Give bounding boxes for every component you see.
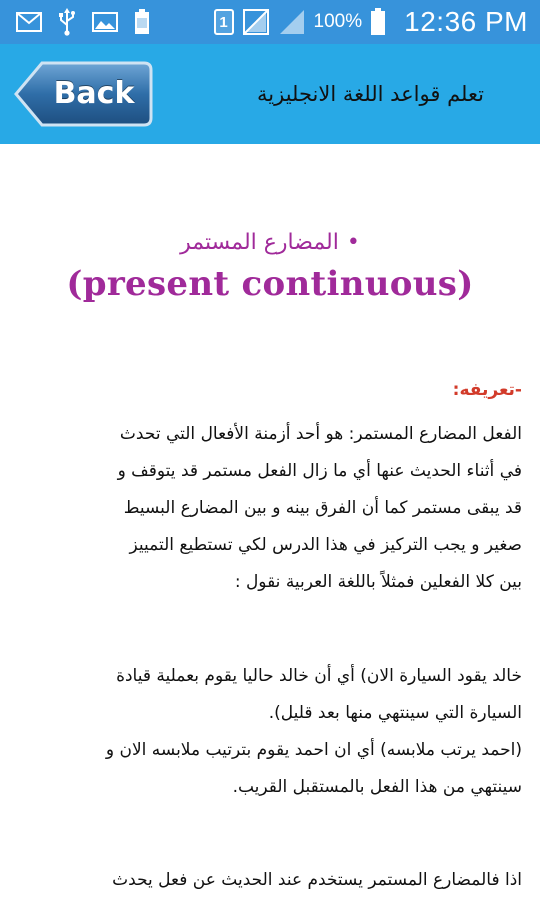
paragraph-line: قد يبقى مستمر كما أن الفرق بينه و بين المضارع البسيط xyxy=(123,498,522,518)
image-icon xyxy=(92,12,118,32)
back-button[interactable] xyxy=(12,60,154,130)
mail-icon xyxy=(16,12,42,32)
lesson-heading-english: (present continuous) xyxy=(66,264,474,304)
app-header xyxy=(0,44,540,144)
sim-icon: 1 xyxy=(214,9,234,35)
signal-icon xyxy=(278,8,306,36)
page-title: تعلم قواعد اللغة الانجليزية xyxy=(257,82,484,106)
definition-paragraph xyxy=(14,416,522,601)
status-right xyxy=(214,0,528,44)
paragraph-line: خالد يقود السيارة الان) أي أن خالد حاليا يقوم بعملية قيادة xyxy=(116,666,522,686)
paragraph-line: في أثناء الحديث عنها أي ما زال الفعل مستمر قد يتوقف و xyxy=(117,461,522,481)
back-button-label: Back xyxy=(53,75,135,111)
example-paragraph xyxy=(14,658,522,806)
notification-icons xyxy=(16,8,150,36)
paragraph-line: بين كلا الفعلين فمثلاً باللغة العربية نقول : xyxy=(234,572,522,592)
usage-paragraph xyxy=(14,862,522,899)
status-bar xyxy=(0,0,540,44)
paragraph-line: صغير و يجب التركيز في هذا الدرس لكي تستطيع التمييز xyxy=(129,535,522,555)
definition-label: -تعريفه: xyxy=(452,380,522,400)
battery-small-icon xyxy=(134,9,150,35)
clock: 12:36 PM xyxy=(404,6,528,37)
usb-icon xyxy=(58,8,76,36)
paragraph-line: سينتهي من هذا الفعل بالمستقبل القريب. xyxy=(232,777,522,797)
paragraph-line: اذا فالمضارع المستمر يستخدم عند الحديث عن فعل يحدث xyxy=(112,870,522,890)
bullet-icon: • xyxy=(346,230,360,255)
lesson-content xyxy=(0,144,540,900)
lesson-heading-arabic xyxy=(0,230,540,255)
paragraph-line: السيارة التي سينتهي منها بعد قليل). xyxy=(268,703,522,723)
no-signal-icon xyxy=(242,8,270,36)
paragraph-line: الفعل المضارع المستمر: هو أحد أزمنة الأفعال التي تحدث xyxy=(119,424,522,444)
battery-icon xyxy=(370,8,386,36)
paragraph-line: (احمد يرتب ملابسه) أي ان احمد يقوم بترتيب ملابسه الان و xyxy=(105,740,522,760)
lesson-heading-arabic-text: المضارع المستمر xyxy=(180,230,339,255)
battery-percent: 100% xyxy=(313,11,363,32)
